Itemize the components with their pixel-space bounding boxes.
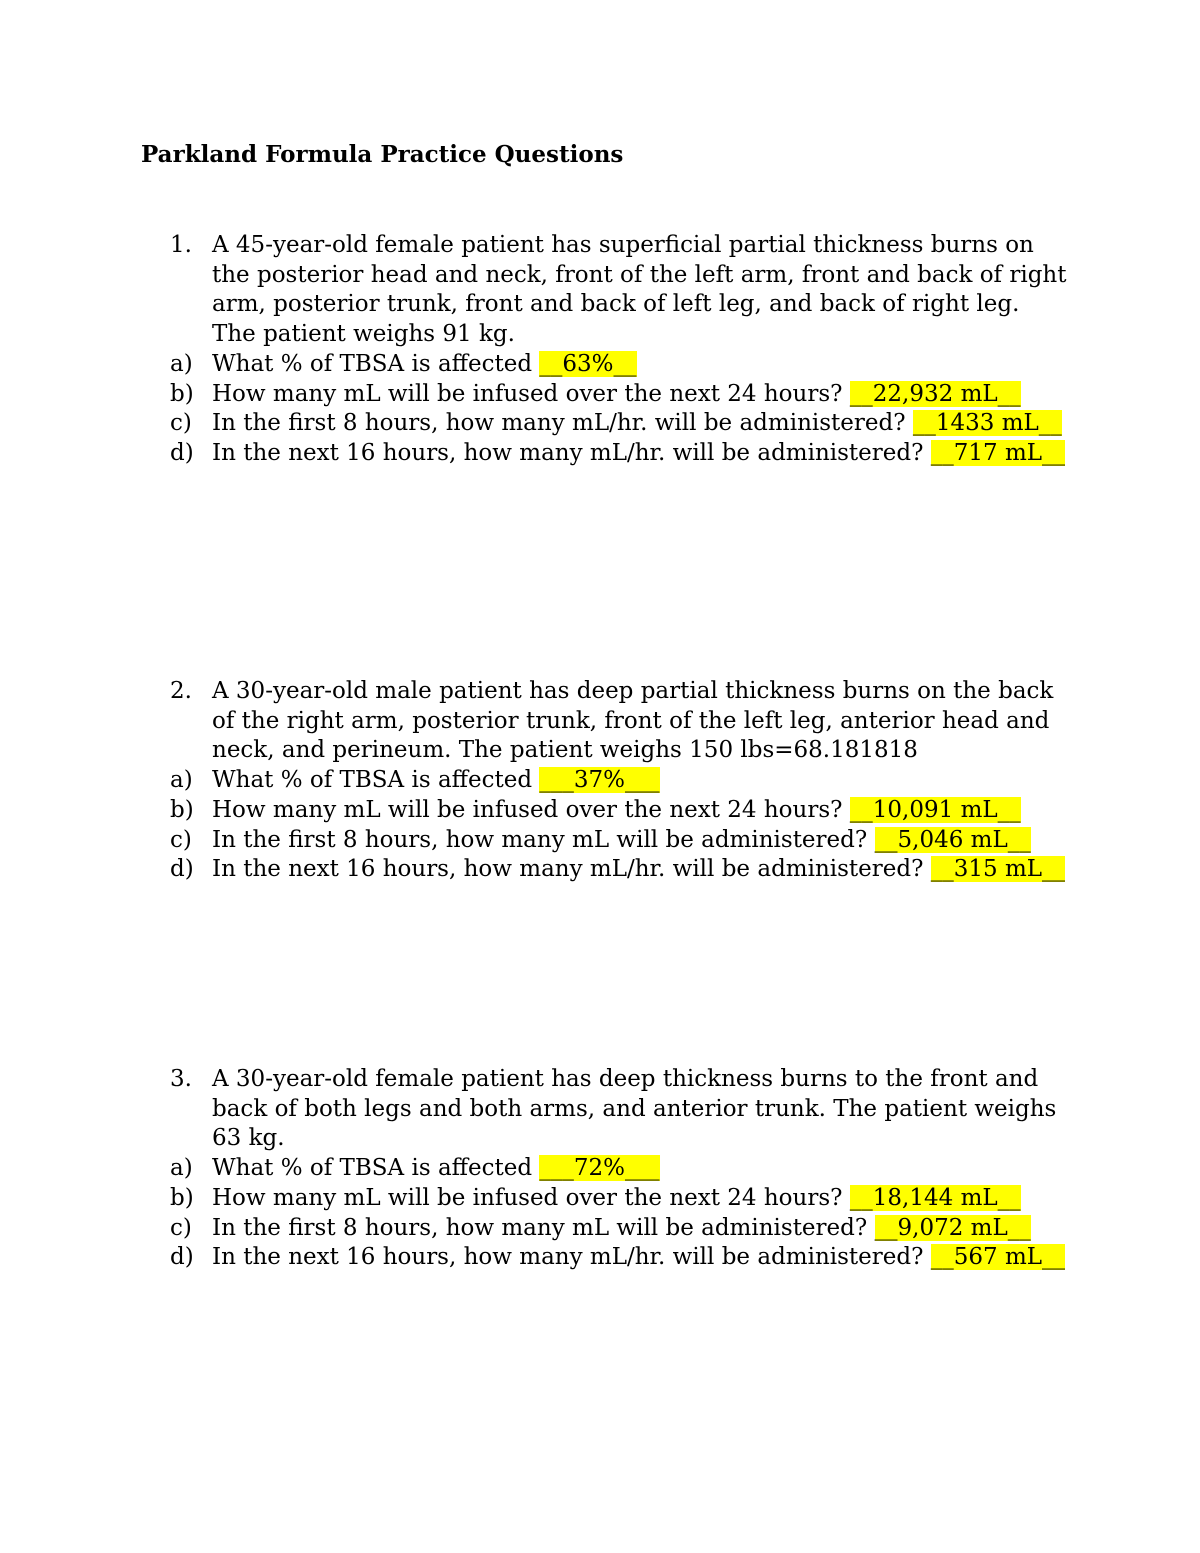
answer-highlight: __1433 mL__ bbox=[912, 410, 1062, 437]
part-prompt: In the first 8 hours, how many mL will be administered? bbox=[212, 826, 875, 853]
part-letter: b) bbox=[170, 1184, 194, 1211]
part-prompt: What % of TBSA is affected bbox=[212, 350, 540, 377]
question-part-d bbox=[170, 855, 1070, 885]
answer-highlight: ___72%___ bbox=[539, 1155, 660, 1182]
part-letter: c) bbox=[170, 1214, 192, 1241]
question-stem: A 30-year-old male patient has deep partial thickness burns on the back of the right arm, posterior trunk, front of the left leg, anterior head and neck, and perineum. The patient weighs 150 lbs=68.181818 bbox=[212, 678, 1054, 764]
question-1 bbox=[170, 231, 1070, 469]
question-part-c bbox=[170, 409, 1070, 439]
part-prompt: How many mL will be infused over the next 24 hours? bbox=[212, 1184, 850, 1211]
part-prompt: How many mL will be infused over the next 24 hours? bbox=[212, 380, 850, 407]
part-text bbox=[212, 1154, 1070, 1184]
part-text bbox=[212, 409, 1070, 439]
question-stem-row bbox=[170, 677, 1070, 766]
question-part-b bbox=[170, 1184, 1070, 1214]
question-part-d bbox=[170, 439, 1070, 469]
question-number: 3. bbox=[170, 1066, 192, 1092]
answer-highlight: __63%__ bbox=[539, 350, 637, 377]
question-number: 1. bbox=[170, 232, 192, 258]
part-prompt: In the next 16 hours, how many mL/hr. will be administered? bbox=[212, 1244, 931, 1271]
part-text bbox=[212, 1243, 1070, 1273]
part-prompt: What % of TBSA is affected bbox=[212, 767, 540, 794]
answer-highlight: __567 mL__ bbox=[930, 1244, 1066, 1271]
answer-highlight: __9,072 mL__ bbox=[874, 1214, 1031, 1241]
question-stem-row bbox=[170, 1065, 1070, 1154]
part-text bbox=[212, 1214, 1070, 1244]
part-text bbox=[212, 380, 1070, 410]
part-letter: d) bbox=[170, 439, 194, 466]
part-letter: c) bbox=[170, 410, 192, 437]
part-text bbox=[212, 1184, 1070, 1214]
question-part-a bbox=[170, 350, 1070, 380]
answer-highlight: __22,932 mL__ bbox=[849, 380, 1021, 407]
question-part-c bbox=[170, 1214, 1070, 1244]
question-number: 2. bbox=[170, 678, 192, 704]
question-part-a bbox=[170, 766, 1070, 796]
question-2 bbox=[170, 677, 1070, 885]
part-text bbox=[212, 350, 1070, 380]
answer-highlight: __717 mL__ bbox=[930, 439, 1066, 466]
answer-highlight: ___37%___ bbox=[539, 767, 660, 794]
part-text bbox=[212, 826, 1070, 856]
part-letter: c) bbox=[170, 826, 192, 853]
part-text bbox=[212, 439, 1070, 469]
question-part-d bbox=[170, 1243, 1070, 1273]
part-prompt: In the next 16 hours, how many mL/hr. will be administered? bbox=[212, 856, 931, 883]
part-text bbox=[212, 855, 1070, 885]
document-title: Parkland Formula Practice Questions bbox=[141, 141, 624, 168]
part-letter: a) bbox=[170, 767, 193, 794]
part-letter: d) bbox=[170, 856, 194, 883]
part-text bbox=[212, 766, 1070, 796]
part-letter: a) bbox=[170, 1155, 193, 1182]
question-part-b bbox=[170, 380, 1070, 410]
part-prompt: In the next 16 hours, how many mL/hr. will be administered? bbox=[212, 439, 931, 466]
part-text bbox=[212, 796, 1070, 826]
part-prompt: What % of TBSA is affected bbox=[212, 1155, 540, 1182]
part-letter: b) bbox=[170, 380, 194, 407]
part-prompt: In the first 8 hours, how many mL will be administered? bbox=[212, 1214, 875, 1241]
question-part-c bbox=[170, 826, 1070, 856]
answer-highlight: __10,091 mL__ bbox=[849, 796, 1021, 823]
part-letter: b) bbox=[170, 796, 194, 823]
question-3 bbox=[170, 1065, 1070, 1273]
answer-highlight: __5,046 mL__ bbox=[874, 826, 1031, 853]
question-part-a bbox=[170, 1154, 1070, 1184]
question-stem: A 30-year-old female patient has deep thickness burns to the front and back of both legs and both arms, and anterior trunk. The patient weighs 63 kg. bbox=[212, 1066, 1057, 1152]
question-stem-row bbox=[170, 231, 1070, 350]
part-prompt: In the first 8 hours, how many mL/hr. will be administered? bbox=[212, 410, 913, 437]
part-letter: a) bbox=[170, 350, 193, 377]
question-part-b bbox=[170, 796, 1070, 826]
part-prompt: How many mL will be infused over the next 24 hours? bbox=[212, 796, 850, 823]
question-stem: A 45-year-old female patient has superficial partial thickness burns on the posterior head and neck, front of the left arm, front and back of right arm, posterior trunk, front and back of left leg, and back of right leg. The patient weighs 91 kg. bbox=[212, 232, 1067, 348]
part-letter: d) bbox=[170, 1244, 194, 1271]
answer-highlight: __18,144 mL__ bbox=[849, 1184, 1021, 1211]
answer-highlight: __315 mL__ bbox=[930, 856, 1066, 883]
